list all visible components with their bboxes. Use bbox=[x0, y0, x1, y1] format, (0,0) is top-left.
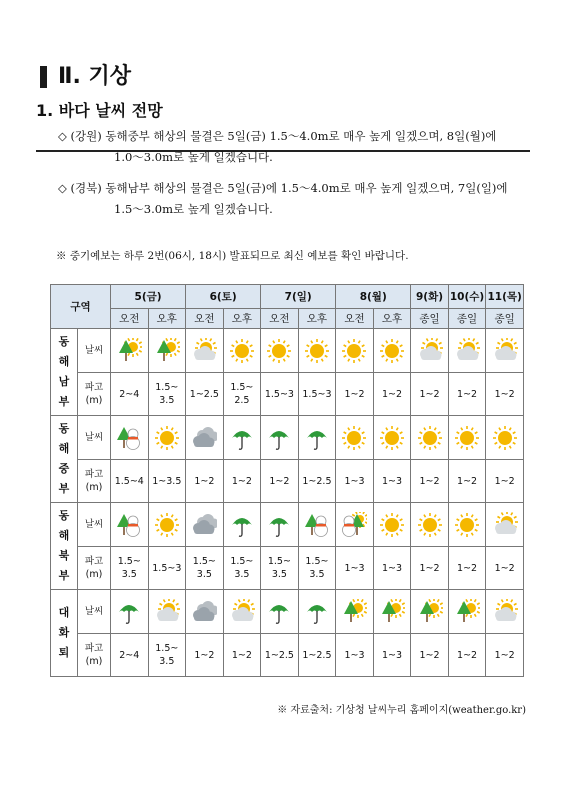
day-header: 5(금) bbox=[111, 285, 186, 309]
weather-label: 날씨 bbox=[78, 503, 111, 547]
wave-label: 파고 (m) bbox=[78, 634, 111, 677]
sun-icon bbox=[341, 338, 367, 364]
weather-cell bbox=[448, 329, 486, 373]
wave-cell: 1~2 bbox=[336, 373, 374, 416]
sun-rain-icon bbox=[116, 338, 142, 364]
wave-cell: 1~2 bbox=[223, 460, 261, 503]
source-note: ※ 자료출처: 기상청 날씨누리 홈페이지(weather.go.kr) bbox=[277, 705, 526, 716]
weather-cell bbox=[411, 503, 449, 547]
sun-rain-icon bbox=[454, 599, 480, 625]
paragraph-line: ◇ (강원) 동해중부 해상의 물결은 5일(금) 1.5～4.0m로 매우 높게 일겠으며, 8일(월)에 bbox=[58, 129, 497, 143]
wave-label: 파고 (m) bbox=[78, 460, 111, 503]
umbrella-icon bbox=[266, 425, 292, 451]
weather-cell bbox=[373, 416, 411, 460]
weather-cell bbox=[411, 416, 449, 460]
slot-header: 종일 bbox=[411, 309, 449, 329]
cloud-icon bbox=[191, 425, 217, 451]
region-name: 동 해 북 부 bbox=[51, 503, 78, 590]
paragraph-gyeongbuk bbox=[58, 178, 508, 220]
rain-snow-icon bbox=[116, 512, 142, 538]
sun-icon bbox=[154, 512, 180, 538]
weather-cell bbox=[486, 329, 524, 373]
partly-cloudy-icon bbox=[417, 338, 443, 364]
paragraph-line: ◇ (경북) 동해남부 해상의 물결은 5일(금)에 1.5～4.0m로 매우 높게 일겠으며, 7일(일)에 bbox=[58, 181, 508, 195]
umbrella-icon bbox=[116, 599, 142, 625]
weather-cell bbox=[448, 416, 486, 460]
umbrella-icon bbox=[304, 599, 330, 625]
cloud-icon bbox=[191, 512, 217, 538]
day-header: 9(화) bbox=[411, 285, 449, 309]
weather-cell bbox=[261, 329, 299, 373]
weather-cell bbox=[223, 503, 261, 547]
slot-header: 종일 bbox=[448, 309, 486, 329]
sun-icon bbox=[492, 425, 518, 451]
wave-cell: 1~2.5 bbox=[261, 634, 299, 677]
sun-rain-icon bbox=[417, 599, 443, 625]
wave-cell: 1~3 bbox=[373, 634, 411, 677]
weather-cell bbox=[148, 590, 186, 634]
wave-cell: 1~2 bbox=[448, 373, 486, 416]
slot-header: 오전 bbox=[111, 309, 149, 329]
wave-label: 파고 (m) bbox=[78, 373, 111, 416]
weather-cell bbox=[261, 503, 299, 547]
slot-header: 종일 bbox=[486, 309, 524, 329]
weather-cell bbox=[298, 329, 336, 373]
sun-rain-icon bbox=[379, 599, 405, 625]
wave-cell: 1~2 bbox=[486, 460, 524, 503]
wave-cell: 1.5~ 3.5 bbox=[298, 547, 336, 590]
wave-cell: 1~2 bbox=[448, 634, 486, 677]
section-bar bbox=[40, 66, 47, 88]
weather-cell bbox=[261, 590, 299, 634]
weather-label: 날씨 bbox=[78, 590, 111, 634]
weather-cell bbox=[373, 503, 411, 547]
section-title: Ⅱ. 기상 bbox=[58, 64, 132, 89]
weather-cell bbox=[111, 503, 149, 547]
table-row bbox=[51, 547, 524, 590]
slot-header: 오전 bbox=[261, 309, 299, 329]
slot-header: 오후 bbox=[373, 309, 411, 329]
wave-cell: 1~2 bbox=[223, 634, 261, 677]
wave-cell: 1~2 bbox=[411, 373, 449, 416]
weather-label: 날씨 bbox=[78, 416, 111, 460]
day-header: 11(목) bbox=[486, 285, 524, 309]
wave-cell: 1~2 bbox=[411, 460, 449, 503]
wave-cell: 1.5~3 bbox=[261, 373, 299, 416]
wave-cell: 1.5~ 3.5 bbox=[148, 634, 186, 677]
section-heading bbox=[36, 62, 530, 92]
wave-cell: 1~2 bbox=[411, 634, 449, 677]
wave-cell: 2~4 bbox=[111, 634, 149, 677]
partly-cloudy-icon bbox=[492, 599, 518, 625]
sun-icon bbox=[454, 425, 480, 451]
wave-cell: 1.5~3 bbox=[148, 547, 186, 590]
weather-cell bbox=[186, 416, 224, 460]
slot-header: 오전 bbox=[336, 309, 374, 329]
wave-cell: 1.5~ 3.5 bbox=[223, 547, 261, 590]
wave-cell: 1~2 bbox=[486, 547, 524, 590]
table-row bbox=[51, 634, 524, 677]
partly-cloudy-icon bbox=[454, 338, 480, 364]
sun-rain-icon bbox=[154, 338, 180, 364]
weather-cell bbox=[336, 503, 374, 547]
table-row bbox=[51, 373, 524, 416]
wave-cell: 1.5~ 3.5 bbox=[261, 547, 299, 590]
weather-cell bbox=[223, 416, 261, 460]
wave-cell: 1~3 bbox=[336, 547, 374, 590]
day-header: 7(일) bbox=[261, 285, 336, 309]
sun-rain-icon bbox=[341, 599, 367, 625]
sun-icon bbox=[454, 512, 480, 538]
weather-cell bbox=[298, 503, 336, 547]
weather-cell bbox=[336, 590, 374, 634]
weather-cell bbox=[336, 416, 374, 460]
wave-cell: 1~2 bbox=[373, 373, 411, 416]
weather-cell bbox=[298, 416, 336, 460]
forecast-note: ※ 중기예보는 하루 2번(06시, 18시) 발표되므로 최신 예보를 확인 바랍니다. bbox=[56, 250, 409, 262]
wave-cell: 1~2 bbox=[411, 547, 449, 590]
slot-header: 오전 bbox=[186, 309, 224, 329]
region-header: 구역 bbox=[51, 285, 111, 329]
table-row bbox=[51, 590, 524, 634]
paragraph-line: 1.5～3.0m로 높게 일겠습니다. bbox=[114, 202, 273, 216]
weather-cell bbox=[148, 503, 186, 547]
cloud-icon bbox=[191, 599, 217, 625]
wave-cell: 1.5~4 bbox=[111, 460, 149, 503]
weather-cell bbox=[298, 590, 336, 634]
wave-cell: 1~2.5 bbox=[298, 634, 336, 677]
weather-cell bbox=[448, 503, 486, 547]
region-name: 동 해 남 부 bbox=[51, 329, 78, 416]
wave-cell: 1~2.5 bbox=[186, 373, 224, 416]
wave-label: 파고 (m) bbox=[78, 547, 111, 590]
sun-rain-snow-icon bbox=[341, 512, 367, 538]
sun-icon bbox=[379, 512, 405, 538]
partly-cloudy-icon bbox=[492, 338, 518, 364]
slot-header: 오후 bbox=[148, 309, 186, 329]
weather-cell bbox=[411, 329, 449, 373]
wave-cell: 1~3.5 bbox=[148, 460, 186, 503]
weather-cell bbox=[186, 329, 224, 373]
wave-cell: 1~2 bbox=[448, 460, 486, 503]
wave-cell: 1.5~ 3.5 bbox=[186, 547, 224, 590]
weather-cell bbox=[373, 329, 411, 373]
wave-cell: 1~2 bbox=[186, 460, 224, 503]
day-header: 10(수) bbox=[448, 285, 486, 309]
wave-cell: 1.5~ 2.5 bbox=[223, 373, 261, 416]
wave-cell: 1~2.5 bbox=[298, 460, 336, 503]
wave-cell: 1~2 bbox=[486, 373, 524, 416]
sun-icon bbox=[341, 425, 367, 451]
wave-cell: 1.5~3 bbox=[298, 373, 336, 416]
rain-snow-icon bbox=[304, 512, 330, 538]
sun-icon bbox=[417, 425, 443, 451]
wave-cell: 2~4 bbox=[111, 373, 149, 416]
umbrella-icon bbox=[229, 425, 255, 451]
sun-icon bbox=[154, 425, 180, 451]
region-name: 대 화 퇴 bbox=[51, 590, 78, 677]
slot-header: 오후 bbox=[298, 309, 336, 329]
sun-icon bbox=[229, 338, 255, 364]
weather-cell bbox=[486, 590, 524, 634]
weather-cell bbox=[111, 329, 149, 373]
table-row bbox=[51, 329, 524, 373]
sun-icon bbox=[379, 338, 405, 364]
paragraph-gangwon bbox=[58, 126, 496, 168]
sun-icon bbox=[266, 338, 292, 364]
weather-cell bbox=[223, 329, 261, 373]
sun-icon bbox=[379, 425, 405, 451]
partly-cloudy-icon bbox=[492, 512, 518, 538]
weather-cell bbox=[148, 416, 186, 460]
wave-cell: 1~2 bbox=[186, 634, 224, 677]
wave-cell: 1.5~ 3.5 bbox=[148, 373, 186, 416]
wave-cell: 1~3 bbox=[336, 634, 374, 677]
day-header: 8(월) bbox=[336, 285, 411, 309]
umbrella-icon bbox=[266, 512, 292, 538]
umbrella-icon bbox=[304, 425, 330, 451]
weather-cell bbox=[111, 416, 149, 460]
paragraph-line: 1.0～3.0m로 높게 일겠습니다. bbox=[114, 150, 273, 164]
sun-icon bbox=[304, 338, 330, 364]
wave-cell: 1~3 bbox=[373, 460, 411, 503]
subsection-title: 1. 바다 날씨 전망 bbox=[36, 101, 163, 120]
weather-cell bbox=[186, 590, 224, 634]
weather-cell bbox=[336, 329, 374, 373]
table-row bbox=[51, 416, 524, 460]
slot-header: 오후 bbox=[223, 309, 261, 329]
wave-cell: 1~2 bbox=[261, 460, 299, 503]
wave-cell: 1.5~ 3.5 bbox=[111, 547, 149, 590]
weather-cell bbox=[486, 503, 524, 547]
sun-icon bbox=[417, 512, 443, 538]
partly-cloudy-icon bbox=[154, 599, 180, 625]
weather-cell bbox=[261, 416, 299, 460]
weather-cell bbox=[223, 590, 261, 634]
umbrella-icon bbox=[229, 512, 255, 538]
weather-cell bbox=[148, 329, 186, 373]
weather-cell bbox=[486, 416, 524, 460]
table-row bbox=[51, 503, 524, 547]
weather-cell bbox=[411, 590, 449, 634]
region-name: 동 해 중 부 bbox=[51, 416, 78, 503]
partly-cloudy-icon bbox=[229, 599, 255, 625]
weather-cell bbox=[186, 503, 224, 547]
wave-cell: 1~3 bbox=[336, 460, 374, 503]
weather-label: 날씨 bbox=[78, 329, 111, 373]
day-header: 6(토) bbox=[186, 285, 261, 309]
table-row bbox=[51, 460, 524, 503]
weather-table bbox=[50, 284, 524, 677]
partly-cloudy-icon bbox=[191, 338, 217, 364]
umbrella-icon bbox=[266, 599, 292, 625]
weather-cell bbox=[373, 590, 411, 634]
weather-cell bbox=[448, 590, 486, 634]
wave-cell: 1~2 bbox=[448, 547, 486, 590]
wave-cell: 1~3 bbox=[373, 547, 411, 590]
rain-snow-icon bbox=[116, 425, 142, 451]
wave-cell: 1~2 bbox=[486, 634, 524, 677]
weather-cell bbox=[111, 590, 149, 634]
